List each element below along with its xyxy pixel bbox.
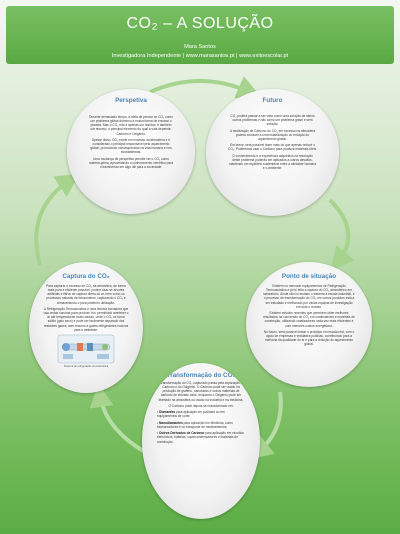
list-item-title: Nanodiamantes — [159, 420, 183, 425]
paragraph: Existem estudos recentes que permitem obter melhores resultados na conversão do CO₂ em combustíveis e materiais de construção, utilizando catalisadores cada vez mais eficientes e com menores custos energéticos. — [263, 311, 355, 328]
poster-title: CO₂ – A SOLUÇÃO — [126, 15, 274, 32]
list-item: • Diamantes para aplicação em joalharia ou em equipamentos de corte. — [157, 410, 225, 419]
paragraph: Existem no mercado equipamentos de Refrigeração Termoacústica e já foi feita a captura do CO₂ atmosférico em laboratório. Ainda não foi testado o sistema à escala industrial, e o processo de transformação do CO₂ em outros produtos está a ser estudado e melhorado por várias equipas de investigação em todo o mundo. — [263, 284, 355, 309]
section-title: Perspetiva — [115, 97, 147, 104]
paragraph: Para capturar o excesso de CO₂ da atmosfera, de forma mais pura e eficiente possível, podem usar-se árvores artificiais e filtros de captura direta do ar, bem como os processos naturais da fotossíntese, capturando o CO₂ e armazenando-o para posterior utilização. — [46, 284, 126, 305]
paragraph: A transformação do CO₂ capturado passa pela separação do Carbono e do Oxigénio. O Carbono pode ser usado na produção de grafeno, nanotubos e outros materiais de carbono de elevado valor, enquanto o Oxigénio pode ser libertado na atmosfera ou usado na indústria e na medicina. — [157, 381, 245, 402]
list-item-text: para aplicação em circuitos eletrónicos, baterias, supercondensadores e materiais de construção. — [157, 431, 244, 444]
section-title: Ponto de situação — [281, 273, 337, 280]
section-body — [157, 381, 245, 446]
section-captura — [29, 262, 143, 393]
arrow-right-icon — [330, 200, 348, 262]
list-item: • Outros Derivados de Carbono para aplicação em circuitos eletrónicos, baterias, supercondensadores e materiais de construção. — [157, 431, 244, 444]
section-title: Captura do CO₂ — [62, 273, 110, 280]
section-title: Transformação do CO₂ — [166, 372, 236, 379]
section-title: Futuro — [262, 97, 283, 104]
list-item-text: para aplicação em joalharia ou em equipamentos de corte. — [157, 410, 225, 419]
paragraph: CO₂ poderá passar a ser visto como uma solução de vários outros problemas e não como um problema grave e sem solução. — [230, 114, 315, 127]
arrow-left-icon — [36, 180, 70, 265]
paragraph: Em breve, será possível fazer mais do que apenas reduzir o CO₂. Poderemos usar o Carbono para produzir materiais úteis. — [228, 143, 317, 152]
header-banner — [6, 6, 394, 64]
section-futuro — [206, 89, 339, 216]
paragraph: Uma mudança de perspetiva permite ver o CO₂ como matéria-prima, aproveitando o conhecimento científico para o transformar em algo útil para a sociedade. — [89, 156, 173, 170]
section-body — [89, 115, 173, 171]
author-name: Mara Santos — [184, 44, 216, 50]
paragraph: No futuro, será possível testar o protótipo em escala real, com o apoio de empresas e entidades públicas, contribuindo para a melhoria da qualidade do ar e para a redução do aquecimento global. — [263, 329, 355, 347]
section-ponto-de-situacao — [246, 262, 372, 387]
list-item: • Nanodiamantes para aplicação em Medicina, como biomarcadores e no transporte de medicamentos. — [157, 420, 233, 429]
section-perspetiva — [67, 89, 195, 214]
list-item-title: Diamantes — [159, 410, 176, 415]
arrow-bottom-right-icon — [258, 392, 281, 452]
list-item-title: Outros Derivados de Carbono — [159, 431, 205, 436]
diagram-caption: Sistema de refrigeração termoacústica — [63, 365, 109, 369]
section-body — [43, 284, 129, 368]
section-body — [228, 114, 317, 173]
section-transformacao — [142, 363, 260, 519]
paragraph: A reutilização de Carbono do CO₂ em excesso na atmosfera poderá conduzir a uma estabilização ou redução do aquecimento global. — [229, 128, 316, 141]
author-affiliation: Investigadora Independente | www.marasantos.pt | www.exitoescolar.pt — [111, 53, 289, 59]
arrow-top-icon — [150, 81, 250, 92]
paragraph: O conhecimento e a experiência adquiridos na resolução deste problema poderão ser aplicados a outros desafios, mantendo um equilíbrio sustentável entre a atividade humana e o ambiente. — [228, 153, 317, 171]
thermoacoustic-diagram-icon — [57, 334, 115, 364]
section-body — [263, 284, 355, 349]
paragraph: Durante demasiado tempo, a ideia de pensar no CO₂ como um problema global dominou a nossa forma de encarar o planeta. Mas o CO₂ não é apenas um resíduo: é também um recurso, o principal elemento do qual a vida depende. Carbono e Oxigénio. — [89, 115, 173, 136]
paragraph: Apesar disso, CO₂ existe em excesso na atmosfera e é considerado o principal responsável pelo aquecimento global, provocando consequências na vida humana e nos ecossistemas. — [90, 137, 172, 155]
list-item-text: para aplicação em Medicina, como biomarcadores e no transporte de medicamentos. — [157, 420, 233, 429]
paragraph: O Carbono pode depois ser transformado em: — [168, 403, 234, 408]
paragraph: A Refrigeração Termoacústica é uma técnica inovadora que usa ondas sonoras para produzir frio, permitindo arrefecer o ar até temperaturas muito baixas, onde o CO₂ se torna sólido (gelo seco) e pode ser facilmente separado dos restantes gases, sem recurso a gases refrigerantes nocivos para o ambiente. — [43, 306, 129, 332]
